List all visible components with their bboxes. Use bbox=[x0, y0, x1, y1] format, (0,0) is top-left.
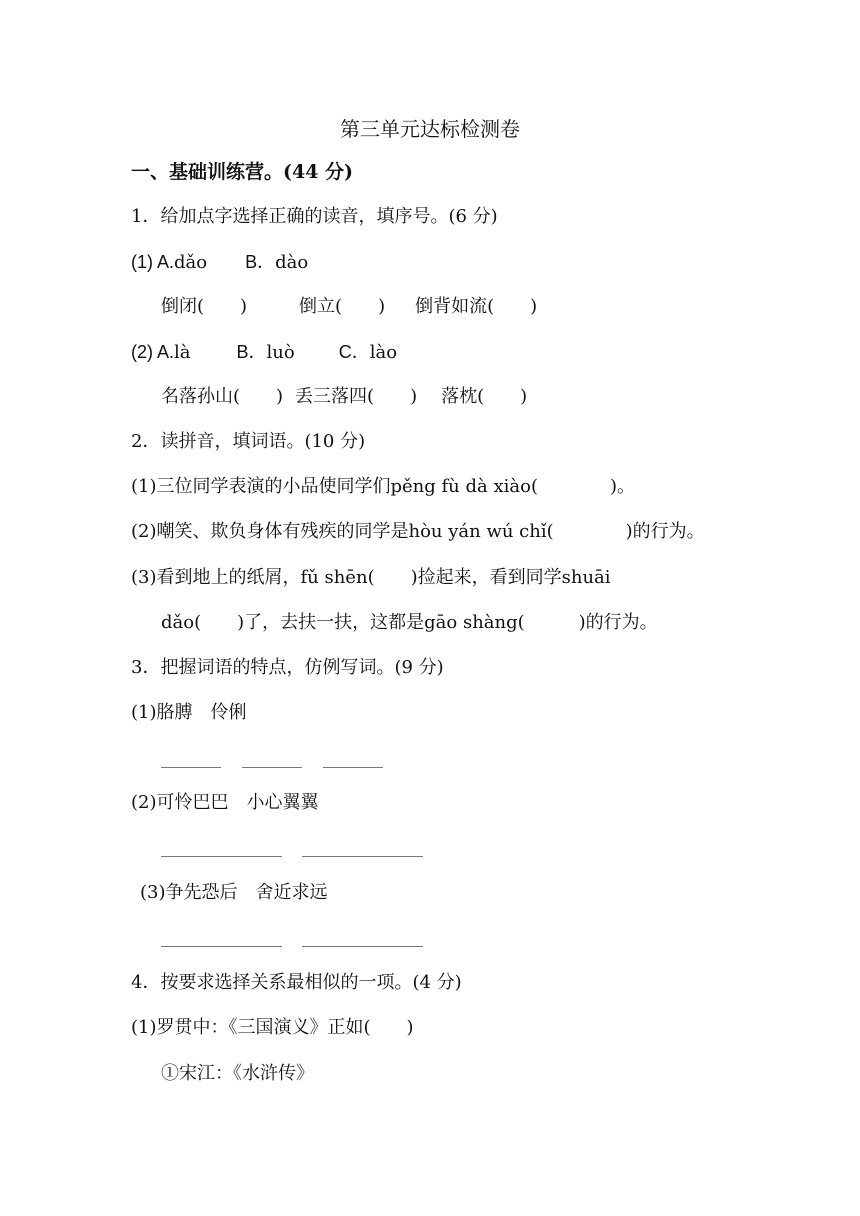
writing-line bbox=[161, 946, 282, 947]
q4-part1: (1)罗贯中：《三国演义》正如( ) bbox=[131, 1017, 414, 1038]
answer-blank: ( )。 bbox=[530, 476, 635, 497]
q2-line3 bbox=[131, 566, 611, 590]
option-a-pinyin: dǎo bbox=[174, 252, 208, 273]
option-b-pinyin: dào bbox=[275, 252, 309, 273]
writing-line bbox=[161, 767, 221, 768]
q2-line2 bbox=[131, 520, 705, 544]
word-item: 丢三落四( ) bbox=[295, 386, 418, 407]
q1-part1-options bbox=[131, 250, 308, 275]
answer-blank: ( )的行为。 bbox=[546, 521, 705, 542]
option-a-label: (2) A. bbox=[131, 342, 175, 362]
sentence-text: (2)嘲笑、欺负身体有残疾的同学是 bbox=[131, 521, 409, 542]
answer-blank: ( )的行为。 bbox=[517, 612, 658, 633]
sentence-text: (3)看到地上的纸屑， bbox=[131, 567, 301, 588]
writing-line bbox=[323, 767, 383, 768]
word-item: 倒立( ) bbox=[299, 296, 386, 317]
sentence-text: (1)三位同学表演的小品使同学们 bbox=[131, 476, 391, 497]
pinyin-text: hòu yán wú chǐ bbox=[408, 521, 547, 542]
section-heading: 一、基础训练营。(44 分) bbox=[131, 161, 354, 183]
pinyin-text: shuāi bbox=[561, 567, 611, 588]
option-a-label: (1) A. bbox=[131, 252, 175, 272]
q3-part3: (3)争先恐后 舍近求远 bbox=[140, 882, 328, 903]
option-c-label: C． bbox=[338, 342, 370, 362]
q3-prompt: 3．把握词语的特点，仿例写词。(9 分) bbox=[131, 657, 444, 678]
q4-option-1: ①宋江：《水浒传》 bbox=[161, 1063, 314, 1084]
writing-line bbox=[302, 946, 423, 947]
page-title: 第三单元达标检测卷 bbox=[340, 117, 520, 141]
q1-part2-words bbox=[161, 385, 527, 409]
q2-line4 bbox=[161, 611, 658, 635]
writing-line bbox=[161, 856, 282, 857]
option-b-pinyin: luò bbox=[266, 342, 295, 363]
q3-part2: (2)可怜巴巴 小心翼翼 bbox=[131, 792, 319, 813]
q1-part2-options bbox=[131, 340, 397, 365]
answer-blank: ( )了，去扶一扶，这都是 bbox=[194, 612, 425, 633]
option-a-pinyin: là bbox=[174, 342, 191, 363]
option-c-pinyin: lào bbox=[369, 342, 398, 363]
writing-line bbox=[302, 856, 423, 857]
option-b-label: B． bbox=[245, 252, 276, 272]
q1-prompt: 1．给加点字选择正确的读音，填序号。(6 分) bbox=[131, 206, 498, 227]
q2-prompt: 2．读拼音，填词语。(10 分) bbox=[131, 431, 366, 452]
answer-blank: ( )捡起来，看到同学 bbox=[367, 567, 562, 588]
word-item: 名落孙山( ) bbox=[161, 386, 284, 407]
q1-part1-words bbox=[161, 295, 537, 319]
q3-part1: (1)胳膊 伶俐 bbox=[131, 702, 247, 723]
pinyin-text: fǔ shēn bbox=[300, 567, 368, 588]
writing-line bbox=[242, 767, 302, 768]
word-item: 倒背如流( ) bbox=[415, 296, 538, 317]
pinyin-text: gāo shàng bbox=[424, 612, 518, 633]
q4-prompt: 4．按要求选择关系最相似的一项。(4 分) bbox=[131, 972, 462, 993]
word-item: 落枕( ) bbox=[441, 386, 528, 407]
pinyin-text: pěng fù dà xiào bbox=[390, 476, 531, 497]
pinyin-text: dǎo bbox=[161, 612, 195, 633]
q2-line1 bbox=[131, 475, 635, 499]
word-item: 倒闭( ) bbox=[161, 296, 248, 317]
option-b-label: B． bbox=[236, 342, 267, 362]
